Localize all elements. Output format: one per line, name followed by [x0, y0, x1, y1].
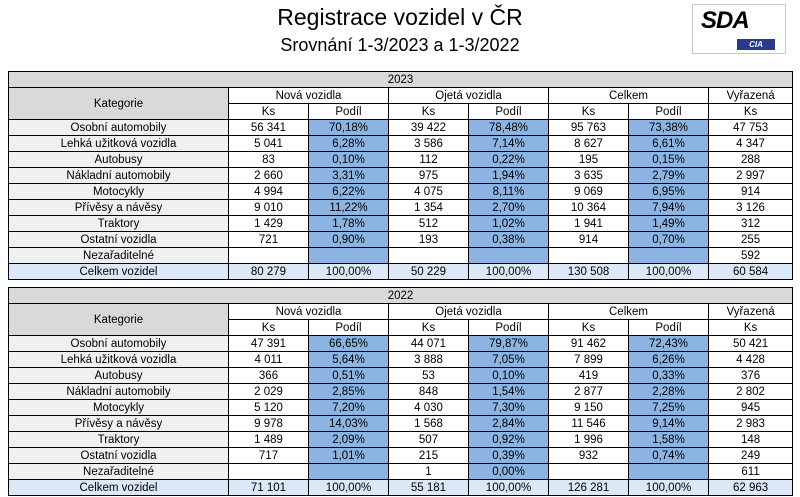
new-share: 2,09% — [309, 432, 389, 448]
category-cell: Nákladní automobily — [9, 384, 229, 400]
table-row — [9, 368, 793, 384]
subheader-ks: Ks — [389, 320, 469, 336]
category-cell: Ostatní vozidla — [9, 448, 229, 464]
used-share — [469, 248, 549, 264]
deregistered-count: 288 — [709, 152, 793, 168]
total-share: 0,70% — [629, 232, 709, 248]
table-row — [9, 136, 793, 152]
used-share: 0,10% — [469, 368, 549, 384]
total-share: 1,49% — [629, 216, 709, 232]
table-row — [9, 448, 793, 464]
total-new-count: 71 101 — [229, 480, 309, 496]
header-category: Kategorie — [9, 304, 229, 336]
new-count: 2 029 — [229, 384, 309, 400]
total-deregistered-count: 60 584 — [709, 264, 793, 280]
new-share: 0,10% — [309, 152, 389, 168]
total-count: 8 627 — [549, 136, 629, 152]
category-cell: Traktory — [9, 216, 229, 232]
total-count: 91 462 — [549, 336, 629, 352]
used-share: 2,84% — [469, 416, 549, 432]
registration-table-2023 — [8, 71, 793, 280]
total-share: 2,28% — [629, 384, 709, 400]
new-count: 56 341 — [229, 120, 309, 136]
deregistered-count: 148 — [709, 432, 793, 448]
page-title: Registrace vozidel v ČR — [277, 4, 523, 30]
sda-logo — [692, 4, 786, 54]
new-share: 66,65% — [309, 336, 389, 352]
new-share: 1,78% — [309, 216, 389, 232]
used-share: 1,54% — [469, 384, 549, 400]
total-count: 9 069 — [549, 184, 629, 200]
table-row — [9, 248, 793, 264]
total-share: 0,33% — [629, 368, 709, 384]
total-count: 1 996 — [549, 432, 629, 448]
new-count: 47 391 — [229, 336, 309, 352]
new-count — [229, 248, 309, 264]
new-share: 70,18% — [309, 120, 389, 136]
total-used-share: 100,00% — [469, 264, 549, 280]
total-total-count: 130 508 — [549, 264, 629, 280]
new-share: 6,22% — [309, 184, 389, 200]
new-share: 0,90% — [309, 232, 389, 248]
used-share: 0,00% — [469, 464, 549, 480]
total-count: 914 — [549, 232, 629, 248]
used-count: 4 030 — [389, 400, 469, 416]
table-row — [9, 120, 793, 136]
table-row — [9, 384, 793, 400]
new-share: 2,85% — [309, 384, 389, 400]
category-cell: Autobusy — [9, 368, 229, 384]
total-count: 7 899 — [549, 352, 629, 368]
used-count: 215 — [389, 448, 469, 464]
used-share: 7,30% — [469, 400, 549, 416]
used-count: 3 888 — [389, 352, 469, 368]
year-row — [9, 72, 793, 88]
total-deregistered-count: 62 963 — [709, 480, 793, 496]
subheader-podil: Podíl — [309, 320, 389, 336]
new-count: 1 429 — [229, 216, 309, 232]
total-share: 0,74% — [629, 448, 709, 464]
category-cell: Lehká užitková vozidla — [9, 352, 229, 368]
total-count: 9 150 — [549, 400, 629, 416]
subheader-ks: Ks — [709, 320, 793, 336]
total-share: 7,94% — [629, 200, 709, 216]
new-count: 4 994 — [229, 184, 309, 200]
deregistered-count: 3 126 — [709, 200, 793, 216]
new-count: 1 489 — [229, 432, 309, 448]
new-count: 5 120 — [229, 400, 309, 416]
used-count: 975 — [389, 168, 469, 184]
used-count: 848 — [389, 384, 469, 400]
category-cell: Osobní automobily — [9, 120, 229, 136]
deregistered-count: 47 753 — [709, 120, 793, 136]
deregistered-count: 255 — [709, 232, 793, 248]
deregistered-count: 50 421 — [709, 336, 793, 352]
used-count: 512 — [389, 216, 469, 232]
table-row — [9, 400, 793, 416]
total-share: 6,61% — [629, 136, 709, 152]
used-share: 7,05% — [469, 352, 549, 368]
category-cell: Přívěsy a návěsy — [9, 416, 229, 432]
category-cell: Nákladní automobily — [9, 168, 229, 184]
total-count: 419 — [549, 368, 629, 384]
new-count: 717 — [229, 448, 309, 464]
new-count — [229, 464, 309, 480]
new-count: 5 041 — [229, 136, 309, 152]
used-count: 1 354 — [389, 200, 469, 216]
deregistered-count: 312 — [709, 216, 793, 232]
subheader-ks: Ks — [389, 104, 469, 120]
header-category: Kategorie — [9, 88, 229, 120]
total-count: 2 877 — [549, 384, 629, 400]
table-row — [9, 216, 793, 232]
deregistered-count: 945 — [709, 400, 793, 416]
category-cell: Osobní automobily — [9, 336, 229, 352]
deregistered-count: 4 347 — [709, 136, 793, 152]
table-row — [9, 416, 793, 432]
header-total: Celkem — [549, 304, 709, 320]
header-row — [9, 304, 793, 320]
year-label: 2023 — [9, 72, 793, 88]
header-total: Celkem — [549, 88, 709, 104]
total-share: 72,43% — [629, 336, 709, 352]
subheader-podil: Podíl — [629, 320, 709, 336]
deregistered-count: 249 — [709, 448, 793, 464]
used-share: 79,87% — [469, 336, 549, 352]
new-count: 721 — [229, 232, 309, 248]
new-share: 3,31% — [309, 168, 389, 184]
total-new-share: 100,00% — [309, 480, 389, 496]
used-count: 44 071 — [389, 336, 469, 352]
registration-table-2022 — [8, 287, 793, 496]
used-count: 53 — [389, 368, 469, 384]
header-new: Nová vozidla — [229, 88, 389, 104]
used-share: 7,14% — [469, 136, 549, 152]
header-deregistered: Vyřazená — [709, 88, 793, 104]
subheader-podil: Podíl — [309, 104, 389, 120]
total-count: 932 — [549, 448, 629, 464]
new-count: 4 011 — [229, 352, 309, 368]
total-row — [9, 480, 793, 496]
table-row — [9, 168, 793, 184]
table-row — [9, 184, 793, 200]
total-share: 0,15% — [629, 152, 709, 168]
total-share: 6,95% — [629, 184, 709, 200]
category-cell: Traktory — [9, 432, 229, 448]
total-share — [629, 248, 709, 264]
used-share: 8,11% — [469, 184, 549, 200]
total-total-share: 100,00% — [629, 264, 709, 280]
total-used-share: 100,00% — [469, 480, 549, 496]
total-share: 73,38% — [629, 120, 709, 136]
header-used: Ojetá vozidla — [389, 88, 549, 104]
table-row — [9, 352, 793, 368]
new-share — [309, 248, 389, 264]
used-share: 1,94% — [469, 168, 549, 184]
table-row — [9, 464, 793, 480]
new-count: 366 — [229, 368, 309, 384]
logo-subtext: CIA — [737, 39, 775, 50]
total-count: 3 635 — [549, 168, 629, 184]
used-count — [389, 248, 469, 264]
used-share: 0,38% — [469, 232, 549, 248]
used-count: 507 — [389, 432, 469, 448]
deregistered-count: 376 — [709, 368, 793, 384]
total-used-count: 55 181 — [389, 480, 469, 496]
table-row — [9, 336, 793, 352]
deregistered-count: 914 — [709, 184, 793, 200]
total-total-share: 100,00% — [629, 480, 709, 496]
table-row — [9, 232, 793, 248]
new-share: 1,01% — [309, 448, 389, 464]
total-used-count: 50 229 — [389, 264, 469, 280]
category-cell: Přívěsy a návěsy — [9, 200, 229, 216]
used-share: 0,39% — [469, 448, 549, 464]
category-cell: Lehká užitková vozidla — [9, 136, 229, 152]
new-share: 14,03% — [309, 416, 389, 432]
total-count: 10 364 — [549, 200, 629, 216]
subheader-ks: Ks — [549, 320, 629, 336]
subheader-ks: Ks — [709, 104, 793, 120]
total-count — [549, 464, 629, 480]
total-count — [549, 248, 629, 264]
used-count: 4 075 — [389, 184, 469, 200]
total-share: 1,58% — [629, 432, 709, 448]
total-share: 7,25% — [629, 400, 709, 416]
new-count: 9 978 — [229, 416, 309, 432]
total-new-count: 80 279 — [229, 264, 309, 280]
subheader-podil: Podíl — [469, 320, 549, 336]
table-row — [9, 152, 793, 168]
category-cell: Ostatní vozidla — [9, 232, 229, 248]
table-row — [9, 432, 793, 448]
new-share: 11,22% — [309, 200, 389, 216]
logo-text: SDA — [701, 7, 749, 34]
total-share: 2,79% — [629, 168, 709, 184]
deregistered-count: 2 802 — [709, 384, 793, 400]
used-share: 0,92% — [469, 432, 549, 448]
deregistered-count: 592 — [709, 248, 793, 264]
subheader-ks: Ks — [229, 320, 309, 336]
total-count: 11 546 — [549, 416, 629, 432]
subheader-ks: Ks — [229, 104, 309, 120]
header-deregistered: Vyřazená — [709, 304, 793, 320]
used-count: 193 — [389, 232, 469, 248]
used-count: 1 568 — [389, 416, 469, 432]
subheader-podil: Podíl — [629, 104, 709, 120]
total-category-cell: Celkem vozidel — [9, 264, 229, 280]
used-share: 1,02% — [469, 216, 549, 232]
category-cell: Nezařaditelné — [9, 464, 229, 480]
total-new-share: 100,00% — [309, 264, 389, 280]
total-count: 1 941 — [549, 216, 629, 232]
new-share: 0,51% — [309, 368, 389, 384]
header-used: Ojetá vozidla — [389, 304, 549, 320]
used-share: 78,48% — [469, 120, 549, 136]
new-share: 6,28% — [309, 136, 389, 152]
total-count: 195 — [549, 152, 629, 168]
header-row — [9, 88, 793, 104]
deregistered-count: 2 983 — [709, 416, 793, 432]
used-count: 112 — [389, 152, 469, 168]
year-row — [9, 288, 793, 304]
new-share — [309, 464, 389, 480]
new-count: 2 660 — [229, 168, 309, 184]
header-new: Nová vozidla — [229, 304, 389, 320]
used-count: 39 422 — [389, 120, 469, 136]
total-row — [9, 264, 793, 280]
page-subtitle: Srovnání 1-3/2023 a 1-3/2022 — [280, 35, 520, 55]
total-count: 95 763 — [549, 120, 629, 136]
category-cell: Motocykly — [9, 184, 229, 200]
year-label: 2022 — [9, 288, 793, 304]
category-cell: Autobusy — [9, 152, 229, 168]
deregistered-count: 611 — [709, 464, 793, 480]
used-share: 2,70% — [469, 200, 549, 216]
new-count: 9 010 — [229, 200, 309, 216]
total-share: 9,14% — [629, 416, 709, 432]
total-share — [629, 464, 709, 480]
total-category-cell: Celkem vozidel — [9, 480, 229, 496]
new-count: 83 — [229, 152, 309, 168]
used-count: 3 586 — [389, 136, 469, 152]
deregistered-count: 2 997 — [709, 168, 793, 184]
category-cell: Motocykly — [9, 400, 229, 416]
category-cell: Nezařaditelné — [9, 248, 229, 264]
used-share: 0,22% — [469, 152, 549, 168]
deregistered-count: 4 428 — [709, 352, 793, 368]
used-count: 1 — [389, 464, 469, 480]
total-total-count: 126 281 — [549, 480, 629, 496]
table-row — [9, 200, 793, 216]
subheader-podil: Podíl — [469, 104, 549, 120]
new-share: 5,64% — [309, 352, 389, 368]
new-share: 7,20% — [309, 400, 389, 416]
total-share: 6,26% — [629, 352, 709, 368]
subheader-ks: Ks — [549, 104, 629, 120]
